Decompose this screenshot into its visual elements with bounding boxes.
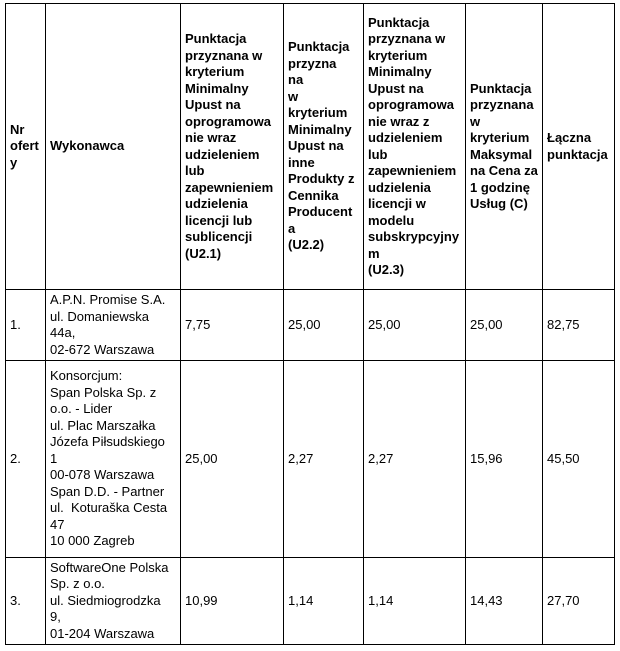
cell-line: oprogramowa — [368, 97, 454, 112]
cell-line: ul. Plac Marszałka — [50, 417, 156, 433]
cell-line: o.o. - Lider — [50, 401, 113, 417]
cell-line: 47 — [50, 516, 65, 532]
header-nr — [6, 4, 46, 290]
cell-line: nie wraz z — [368, 113, 430, 129]
row-c: 25,00 — [466, 290, 543, 361]
row-c: 15,96 — [466, 361, 543, 558]
cell-line: a — [288, 220, 296, 236]
cell-line: kryterium — [288, 105, 348, 121]
cell-line: m — [368, 245, 380, 261]
table-row — [6, 361, 615, 558]
cell-line: Span D.D. - Partner — [50, 483, 165, 499]
cell-line: udzieleniem — [368, 130, 443, 145]
cell-line: 00-078 Warszawa — [50, 467, 155, 483]
row-u22: 25,00 — [284, 290, 364, 361]
cell-line: zapewnieniem — [185, 179, 274, 195]
row-u22: 2,27 — [284, 361, 364, 558]
cell-line: Producent — [288, 204, 353, 220]
cell-line: licencji lub — [185, 212, 253, 228]
cell-line: SoftwareOne Polska — [50, 559, 169, 575]
header-row — [6, 4, 615, 290]
cell-line: przyzna — [288, 55, 337, 71]
row-u21: 7,75 — [181, 290, 284, 361]
row-u21: 10,99 — [181, 558, 284, 645]
cell-line: na Cena za — [470, 163, 538, 178]
cell-line: Produkty z — [288, 171, 355, 187]
cell-line: Punktacja — [470, 80, 532, 96]
cell-line: udzielenia — [368, 179, 431, 195]
cell-line: modelu — [368, 212, 415, 228]
row-u22: 1,14 — [284, 558, 364, 645]
cell-line: Maksymal — [470, 146, 533, 162]
cell-line: Punktacja — [288, 39, 350, 55]
row-contractor — [46, 558, 181, 645]
results-table — [5, 3, 615, 645]
cell-line: (U2.1) — [185, 245, 222, 261]
cell-line: (U2.2) — [288, 237, 325, 253]
row-u21: 25,00 — [181, 361, 284, 558]
cell-line: 1 godzinę — [470, 179, 530, 195]
cell-line: Konsorcjum: — [50, 368, 123, 384]
cell-line: inne — [288, 154, 315, 170]
cell-line: na — [288, 72, 304, 88]
cell-line: ul. Siedmiogrodzka — [50, 592, 161, 608]
cell-line: 44a, — [50, 325, 76, 340]
cell-line: udzieleniem — [185, 146, 260, 162]
cell-line: zapewnieniem — [368, 163, 457, 178]
header-u23 — [364, 4, 466, 290]
cell-line: Wykonawca — [50, 138, 125, 154]
cell-line: Punktacja — [368, 14, 430, 30]
cell-line: kryterium — [470, 130, 530, 145]
cell-line: oprogramowa — [185, 113, 271, 129]
cell-line: Nr — [10, 121, 25, 137]
cell-line: Józefa Piłsudskiego — [50, 434, 165, 450]
cell-line: Usług (C) — [470, 196, 528, 211]
cell-line: ul. Koturaška Cesta — [50, 500, 168, 516]
row-c: 14,43 — [466, 558, 543, 645]
header-u21 — [181, 4, 284, 290]
cell-line: 9, — [50, 609, 61, 625]
cell-line: udzielenia — [185, 196, 248, 211]
cell-line: (U2.3) — [368, 262, 405, 277]
row-total: 45,50 — [543, 361, 615, 558]
cell-line: nie wraz — [185, 130, 237, 145]
cell-line: Minimalny — [368, 64, 432, 79]
row-contractor — [46, 290, 181, 361]
cell-line: Upust na — [368, 80, 424, 96]
cell-line: 10 000 Zagreb — [50, 533, 135, 549]
cell-line: A.P.N. Promise S.A. — [50, 292, 166, 307]
cell-line: kryterium — [185, 64, 245, 79]
cell-line: Upust na — [185, 97, 241, 112]
cell-line: w — [470, 113, 481, 129]
cell-line: Cennika — [288, 187, 339, 203]
cell-line: Minimalny — [185, 80, 249, 96]
cell-line: 01-204 Warszawa — [50, 625, 155, 641]
cell-line: przyznana w — [185, 47, 263, 63]
cell-line: przyznana — [470, 97, 534, 112]
table-row — [6, 290, 615, 361]
cell-line: punktacja — [547, 146, 608, 162]
row-u23: 25,00 — [364, 290, 466, 361]
cell-line: Minimalny — [288, 121, 352, 137]
cell-line: y — [10, 154, 18, 170]
cell-line: Punktacja — [185, 31, 247, 46]
row-nr: 3. — [6, 558, 46, 645]
row-nr: 1. — [6, 290, 46, 361]
header-u22 — [284, 4, 364, 290]
cell-line: ofert — [10, 138, 39, 154]
row-contractor — [46, 361, 181, 558]
cell-line: przyznana w — [368, 31, 446, 46]
cell-line: Upust na — [288, 138, 344, 154]
row-u23: 2,27 — [364, 361, 466, 558]
cell-line: lub — [368, 146, 388, 162]
cell-line: Sp. z o.o. — [50, 576, 105, 592]
header-c — [466, 4, 543, 290]
cell-line: licencji w — [368, 196, 426, 211]
cell-line: Łączna — [547, 130, 592, 145]
cell-line: 02-672 Warszawa — [50, 341, 155, 357]
cell-line: sublicencji — [185, 229, 253, 244]
table-row — [6, 558, 615, 645]
cell-line: ul. Domaniewska — [50, 308, 149, 324]
cell-line: kryterium — [368, 47, 428, 63]
header-contractor — [46, 4, 181, 290]
cell-line: subskrypcyjny — [368, 229, 460, 244]
row-total: 27,70 — [543, 558, 615, 645]
row-nr: 2. — [6, 361, 46, 558]
cell-line: 1 — [50, 450, 58, 466]
row-total: 82,75 — [543, 290, 615, 361]
row-u23: 1,14 — [364, 558, 466, 645]
cell-line: Span Polska Sp. z — [50, 384, 157, 400]
cell-line: lub — [185, 163, 205, 178]
cell-line: w — [288, 88, 299, 104]
header-total — [543, 4, 615, 290]
